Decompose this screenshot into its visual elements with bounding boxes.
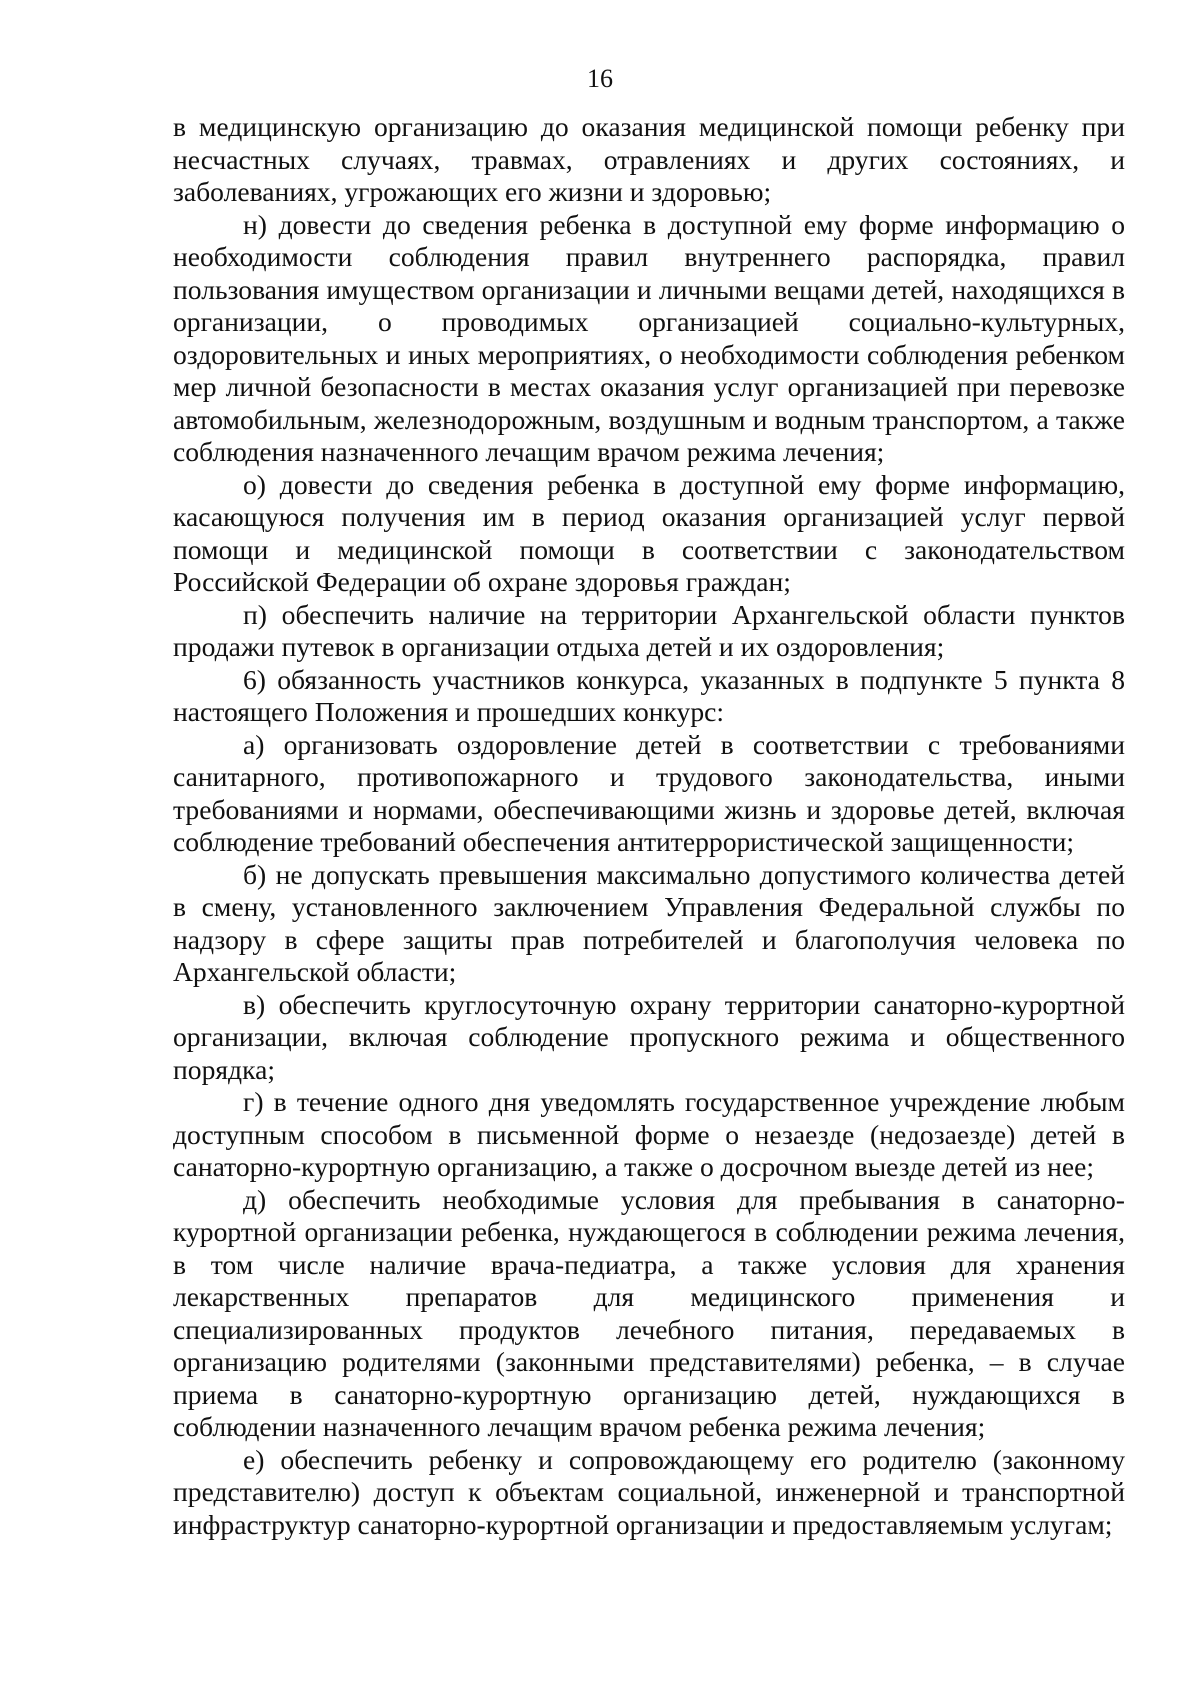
paragraph-item-e: е) обеспечить ребенку и сопровождающему его родителю (законному представителю) доступ к объектам социальной, инженерной и транспортной инфраструктур санаторно-курортной организации и предоставляемым услугам; xyxy=(173,1443,1125,1540)
paragraph-item-p: п) обеспечить наличие на территории Архангельской области пунктов продажи путевок в организации отдыха детей и их оздоровления; xyxy=(173,598,1125,662)
paragraph-item-d: д) обеспечить необходимые условия для пребывания в санаторно-курортной организации ребенка, нуждающегося в соблюдении режима лечения, в том числе наличие врача-педиатра, а также условия для хранения лекарственных препаратов для медицинского применения и специализированных продуктов лечебного питания, передаваемых в организацию родителями (законными представителями) ребенка, – в случае приема в санаторно-курортную организацию детей, нуждающихся в соблюдении назначенного лечащим врачом ребенка режима лечения; xyxy=(173,1183,1125,1442)
paragraph-subpoint-6: 6) обязанность участников конкурса, указанных в подпункте 5 пункта 8 настоящего Положения и прошедших конкурс: xyxy=(173,663,1125,727)
paragraph-item-g: г) в течение одного дня уведомлять государственное учреждение любым доступным способом в письменной форме о незаезде (недозаезде) детей в санаторно-курортную организацию, а также о досрочном выезде детей из нее; xyxy=(173,1086,1125,1182)
paragraph-continuation: в медицинскую организацию до оказания медицинской помощи ребенку при несчастных случаях, травмах, отравлениях и других состояниях, и заболеваниях, угрожающих его жизни и здоровью; xyxy=(173,111,1125,207)
paragraph-item-a: а) организовать оздоровление детей в соответствии с требованиями санитарного, противопожарного и трудового законодательства, иными требованиями и нормами, обеспечивающими жизнь и здоровье детей, включая соблюдение требований обеспечения антитеррористической защищенности; xyxy=(173,728,1125,857)
paragraph-item-o: о) довести до сведения ребенка в доступной ему форме информацию, касающуюся получения им в период оказания организацией услуг первой помощи и медицинской помощи в соответствии с законодательством Российской Федерации об охране здоровья граждан; xyxy=(173,468,1125,597)
paragraph-item-v: в) обеспечить круглосуточную охрану территории санаторно-курортной организации, включая соблюдение пропускного режима и общественного порядка; xyxy=(173,988,1125,1085)
page-number: 16 xyxy=(587,64,613,93)
document-body xyxy=(173,111,1125,1541)
paragraph-item-n: н) довести до сведения ребенка в доступной ему форме информацию о необходимости соблюдения правил внутреннего распорядка, правил пользования имуществом организации и личными вещами детей, находящихся в организации, о проводимых организацией социально-культурных, оздоровительных и иных мероприятиях, о необходимости соблюдения ребенком мер личной безопасности в местах оказания услуг организацией при перевозке автомобильным, железнодорожным, воздушным и водным транспортом, а также соблюдения назначенного лечащим врачом режима лечения; xyxy=(173,208,1125,467)
paragraph-item-b: б) не допускать превышения максимально допустимого количества детей в смену, установленного заключением Управления Федеральной службы по надзору в сфере защиты прав потребителей и благополучия человека по Архангельской области; xyxy=(173,858,1125,987)
